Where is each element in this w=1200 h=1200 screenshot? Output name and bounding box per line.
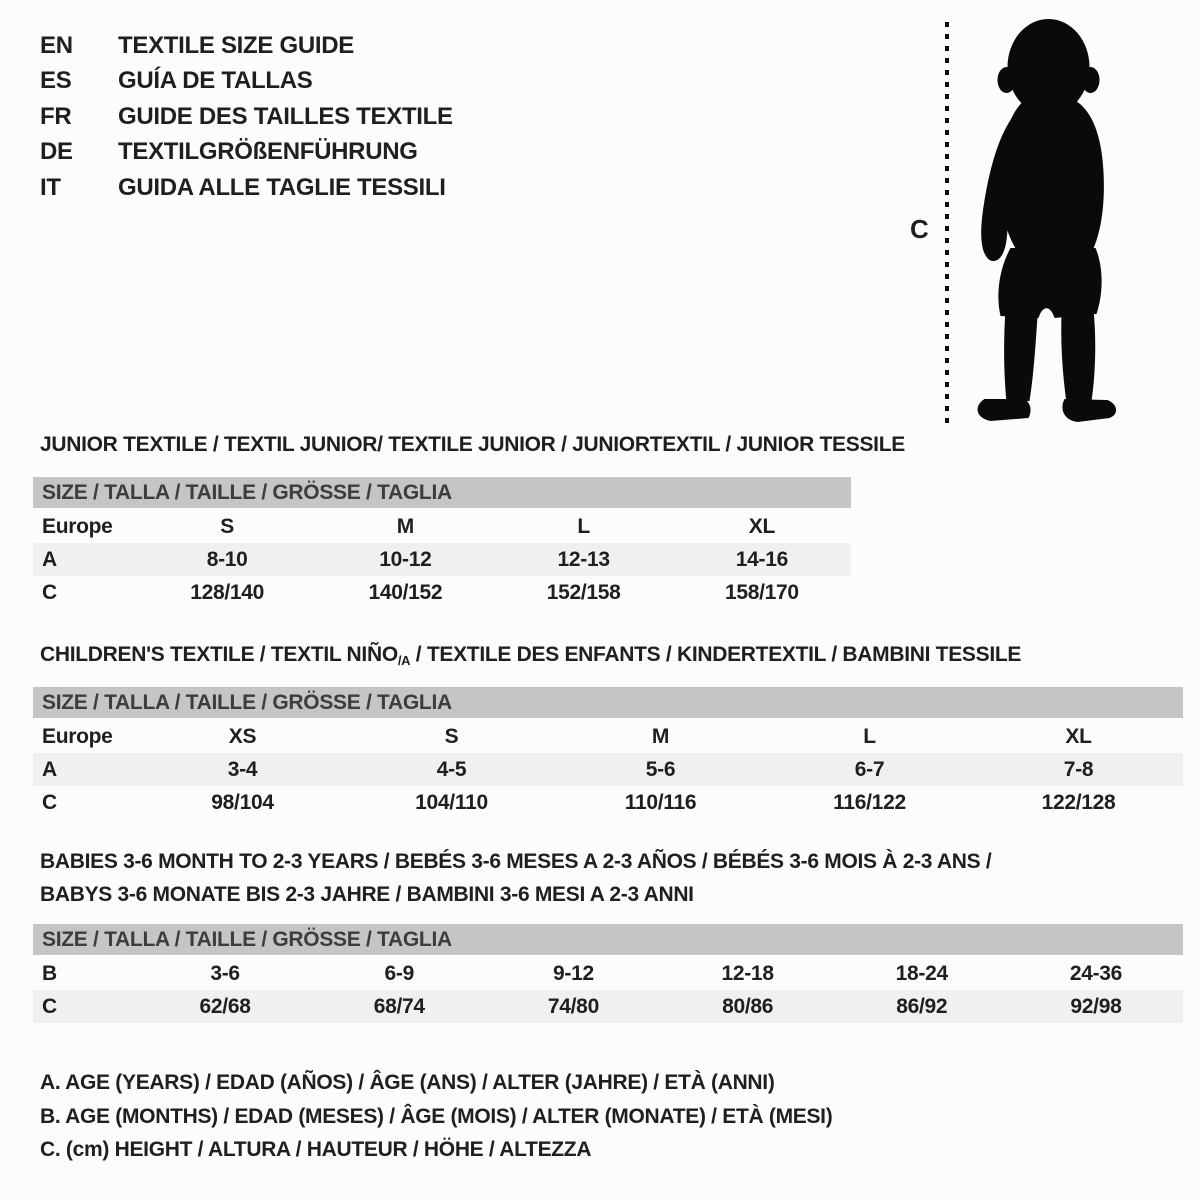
language-code: FR [40, 102, 72, 130]
guide-title-it: GUIDA ALLE TAGLIE TESSILI [118, 173, 446, 201]
months-value: 24-36 [1069, 961, 1123, 985]
height-value: 158/170 [724, 580, 799, 604]
height-value: 80/86 [722, 994, 774, 1018]
row-label: C [42, 994, 57, 1018]
children-section-heading [40, 643, 1021, 668]
size-column: XS [228, 724, 257, 748]
months-value: 12-18 [721, 961, 774, 985]
row-label: A [42, 757, 57, 781]
children-column-header-row [33, 720, 1183, 753]
height-value: 152/158 [546, 580, 621, 604]
language-code: EN [40, 31, 73, 59]
height-value: 86/92 [896, 994, 948, 1018]
size-column: L [577, 514, 590, 538]
legend-age-years: A. AGE (YEARS) / EDAD (AÑOS) / ÂGE (ANS) / ALTER (JAHRE) / ETÀ (ANNI) [40, 1071, 775, 1094]
guide-title-de: TEXTILGRÖßENFÜHRUNG [118, 138, 418, 166]
language-row-en [40, 28, 453, 64]
children-table-header-bar: SIZE / TALLA / TAILLE / GRÖSSE / TAGLIA [33, 687, 1183, 718]
babies-heading-line1: BABIES 3-6 MONTH TO 2-3 YEARS / BEBÉS 3-6 MESES A 2-3 AÑOS / BÉBÉS 3-6 MOIS À 2-3 ANS / [40, 850, 992, 873]
height-value: 98/104 [211, 790, 274, 814]
months-value: 6-9 [384, 961, 414, 985]
months-value: 3-6 [210, 961, 240, 985]
age-value: 6-7 [854, 757, 885, 781]
language-row-es [40, 64, 453, 100]
height-value: 92/98 [1070, 994, 1122, 1018]
guide-title-es: GUÍA DE TALLAS [118, 67, 313, 95]
size-column: M [396, 514, 414, 538]
children-heading-post: / TEXTILE DES ENFANTS / KINDERTEXTIL / BAMBINI TESSILE [410, 643, 1022, 666]
junior-height-row [33, 576, 851, 609]
babies-months-row [33, 957, 1183, 990]
guide-title-en: TEXTILE SIZE GUIDE [118, 31, 354, 59]
legend-age-months: B. AGE (MONTHS) / EDAD (MESES) / ÂGE (MOIS) / ALTER (MONATE) / ETÀ (MESI) [40, 1104, 833, 1128]
height-value: 128/140 [190, 580, 265, 604]
age-value: 12-13 [557, 547, 610, 571]
language-code: IT [40, 173, 61, 201]
height-value: 68/74 [373, 994, 425, 1018]
age-value: 14-16 [735, 547, 788, 571]
row-label: B [42, 961, 57, 985]
language-row-it [40, 170, 453, 206]
babies-table-header-bar: SIZE / TALLA / TAILLE / GRÖSSE / TAGLIA [33, 924, 1183, 955]
language-row-fr [40, 99, 453, 135]
legend-height-cm: C. (cm) HEIGHT / ALTURA / HAUTEUR / HÖHE / ALTEZZA [40, 1138, 592, 1161]
height-measure-label: C [910, 214, 929, 244]
size-column: L [863, 724, 876, 748]
babies-heading-line2: BABYS 3-6 MONATE BIS 2-3 JAHRE / BAMBINI 3-6 MESI A 2-3 ANNI [40, 883, 694, 906]
age-value: 5-6 [645, 757, 676, 781]
size-column: S [220, 514, 234, 538]
junior-table-header-bar: SIZE / TALLA / TAILLE / GRÖSSE / TAGLIA [33, 477, 851, 508]
row-label: A [42, 547, 57, 571]
size-column: XL [1065, 724, 1092, 748]
height-value: 62/68 [199, 994, 251, 1018]
age-value: 4-5 [436, 757, 467, 781]
row-label: C [42, 790, 57, 814]
junior-size-table [33, 477, 851, 609]
children-age-row [33, 753, 1183, 786]
size-column: XL [748, 514, 775, 538]
region-label: Europe [42, 724, 113, 748]
language-title-list [40, 28, 453, 206]
junior-column-header-row [33, 510, 851, 543]
toddler-silhouette-icon [964, 14, 1144, 429]
children-heading-sub: /A [397, 653, 411, 668]
months-value: 9-12 [553, 961, 594, 985]
children-size-table [33, 687, 1183, 819]
language-row-de [40, 135, 453, 171]
height-measure-figure [898, 12, 1168, 437]
height-value: 74/80 [547, 994, 599, 1018]
row-label: C [42, 580, 57, 604]
babies-size-table [33, 924, 1183, 1023]
months-value: 18-24 [895, 961, 948, 985]
junior-age-row [33, 543, 851, 576]
size-column: M [651, 724, 670, 748]
babies-height-row [33, 990, 1183, 1023]
size-column: S [444, 724, 459, 748]
children-height-row [33, 786, 1183, 819]
age-value: 7-8 [1063, 757, 1094, 781]
language-code: ES [40, 67, 72, 95]
height-value: 116/122 [833, 790, 906, 814]
age-value: 3-4 [227, 757, 258, 781]
children-heading-pre: CHILDREN'S TEXTILE / TEXTIL NIÑO [40, 643, 398, 666]
junior-section-heading: JUNIOR TEXTILE / TEXTIL JUNIOR/ TEXTILE JUNIOR / JUNIORTEXTIL / JUNIOR TESSILE [40, 433, 905, 456]
height-value: 104/110 [415, 790, 488, 814]
height-value: 110/116 [624, 790, 697, 814]
region-label: Europe [42, 514, 113, 538]
babies-section-heading [40, 845, 991, 911]
language-code: DE [40, 138, 73, 166]
guide-title-fr: GUIDE DES TAILLES TEXTILE [118, 102, 453, 130]
height-value: 140/152 [368, 580, 443, 604]
age-value: 10-12 [379, 547, 432, 571]
height-dashed-line-icon [942, 20, 952, 426]
measure-legend [40, 1066, 832, 1167]
height-value: 122/128 [1041, 790, 1116, 814]
age-value: 8-10 [206, 547, 248, 571]
